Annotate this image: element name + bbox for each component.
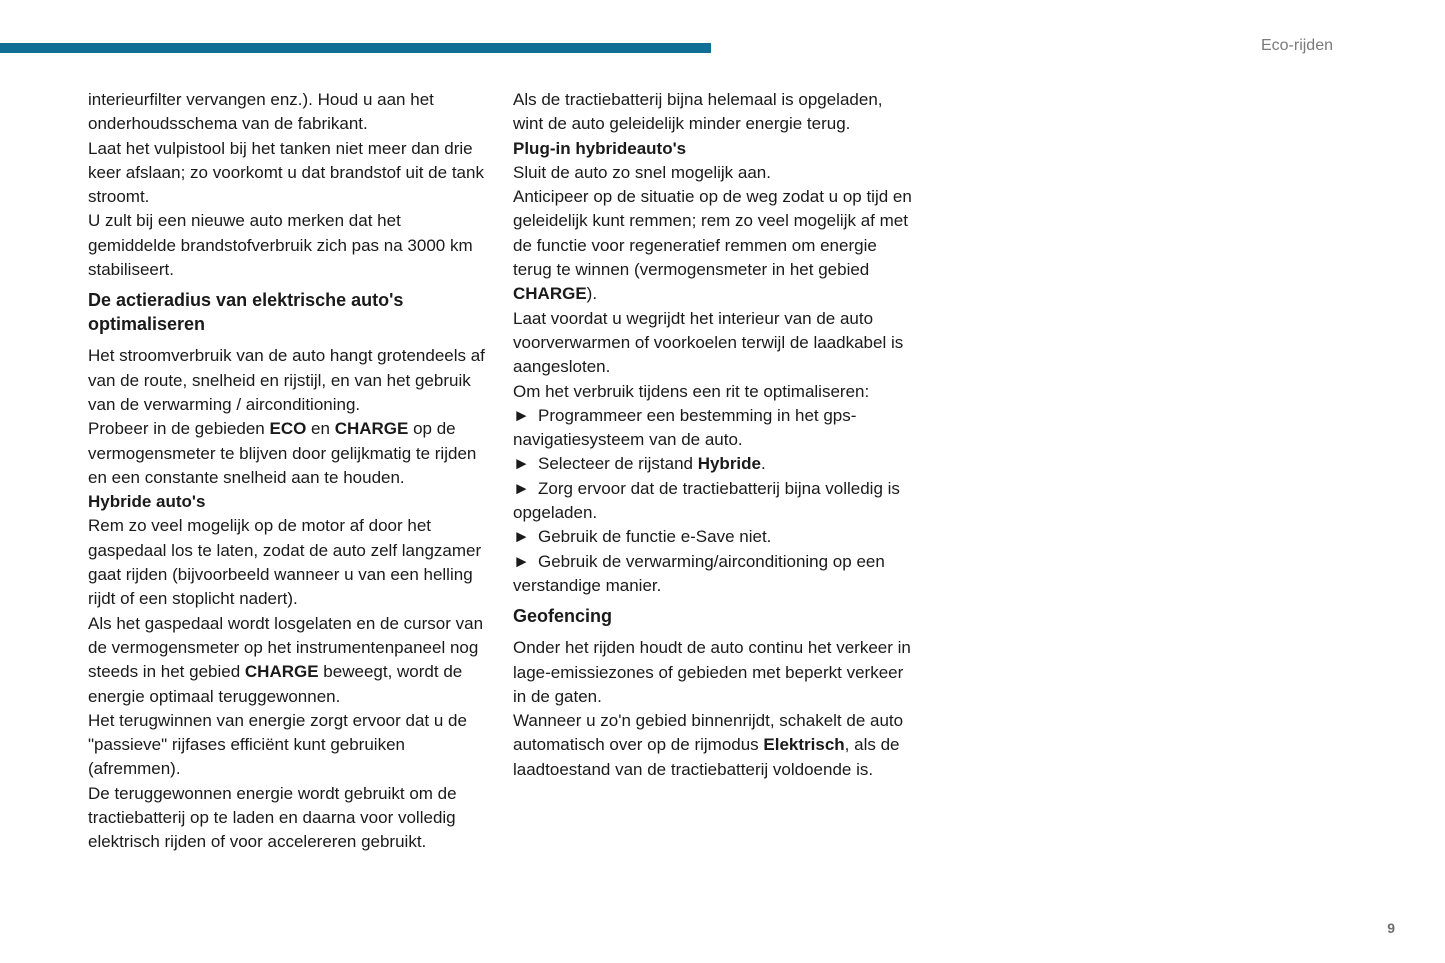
paragraph: Als de tractiebatterij bijna helemaal is opgeladen, wint de auto geleidelijk minder energie terug. bbox=[513, 90, 883, 134]
paragraph: interieurfilter vervangen enz.). Houd u aan het onderhoudsschema van de fabrikant. bbox=[88, 90, 434, 134]
subheading-hybrid: Hybride auto's bbox=[88, 492, 206, 512]
heading-geofencing: Geofencing bbox=[513, 606, 613, 627]
paragraph: Wanneer u zo'n gebied binnenrijdt, schakelt de auto automatisch over op de rijmodus Elektrisch, als de laadtoestand van de tractiebatterij voldoende is. bbox=[513, 711, 904, 779]
list-item: ► Programmeer een bestemming in het gps-navigatiesysteem van de auto. bbox=[513, 405, 857, 450]
paragraph: U zult bij een nieuwe auto merken dat het gemiddelde brandstofverbruik zich pas na 3000 km stabiliseert. bbox=[88, 211, 473, 280]
paragraph: Laat het vulpistool bij het tanken niet meer dan drie keer afslaan; zo voorkomt u dat brandstof uit de tank stroomt. bbox=[88, 138, 484, 207]
bold-hybride: Hybride bbox=[697, 454, 761, 474]
bullet-arrow-icon: ► bbox=[513, 405, 530, 425]
paragraph: Rem zo veel mogelijk op de motor af door het gaspedaal los te laten, zodat de auto zelf langzamer gaat rijden (bijvoorbeeld wanneer u van een helling rijdt of een stoplicht nadert). bbox=[88, 516, 482, 609]
paragraph: Als het gaspedaal wordt losgelaten en de cursor van de vermogensmeter op het instrumentenpaneel nog steeds in het gebied CHARGE beweegt, wordt de energie optimaal teruggewonnen. bbox=[88, 613, 484, 706]
left-column bbox=[88, 88, 488, 855]
header-accent-bar bbox=[0, 43, 711, 53]
heading-ev-range: De actieradius van elektrische auto's optimaliseren bbox=[88, 290, 404, 335]
list-item: ► Zorg ervoor dat de tractiebatterij bijna volledig is opgeladen. bbox=[513, 478, 900, 523]
subheading-plugin-hybrid: Plug-in hybrideauto's bbox=[513, 138, 687, 158]
list-item: ► Gebruik de verwarming/airconditioning op een verstandige manier. bbox=[513, 551, 885, 595]
bullet-arrow-icon: ► bbox=[513, 551, 530, 571]
bold-eco: ECO bbox=[269, 419, 307, 439]
bullet-arrow-icon: ► bbox=[513, 454, 530, 474]
bullet-arrow-icon: ► bbox=[513, 478, 530, 498]
paragraph: Sluit de auto zo snel mogelijk aan. bbox=[513, 162, 771, 182]
list-item: ► Gebruik de functie e-Save niet. bbox=[513, 525, 913, 549]
bold-elektrisch: Elektrisch bbox=[763, 735, 845, 755]
bold-charge: CHARGE bbox=[244, 662, 319, 682]
paragraph: Laat voordat u wegrijdt het interieur van de auto voorverwarmen of voorkoelen terwijl de laadkabel is aangesloten. bbox=[513, 308, 904, 377]
bullet-arrow-icon: ► bbox=[513, 527, 530, 547]
paragraph: Anticipeer op de situatie op de weg zodat u op tijd en geleidelijk kunt remmen; rem zo veel mogelijk af met de functie voor regeneratief remmen om energie terug te winnen (vermogensmeter in het gebied CHARGE). bbox=[513, 187, 912, 304]
bold-charge: CHARGE bbox=[513, 284, 587, 304]
paragraph: Probeer in de gebieden ECO en CHARGE op de vermogensmeter te blijven door gelijkmatig te rijden en een constante snelheid aan te houden. bbox=[88, 419, 477, 487]
paragraph: De teruggewonnen energie wordt gebruikt om de tractiebatterij op te laden en daarna voor volledig elektrisch rijden of voor accelereren gebruikt. bbox=[88, 783, 457, 852]
bold-charge: CHARGE bbox=[334, 419, 409, 439]
paragraph: Het terugwinnen van energie zorgt ervoor dat u de "passieve" rijfases efficiënt kunt gebruiken (afremmen). bbox=[88, 710, 467, 779]
paragraph: Om het verbruik tijdens een rit te optimaliseren: bbox=[513, 381, 870, 401]
page-number: 9 bbox=[1387, 920, 1395, 936]
list-item: ► Selecteer de rijstand Hybride. bbox=[513, 452, 913, 476]
right-column bbox=[513, 88, 913, 782]
section-title: Eco-rijden bbox=[1260, 37, 1333, 54]
paragraph: Onder het rijden houdt de auto continu het verkeer in lage-emissiezones of gebieden met beperkt verkeer in de gaten. bbox=[513, 638, 911, 706]
paragraph: Het stroomverbruik van de auto hangt grotendeels af van de route, snelheid en rijstijl, en van het gebruik van de verwarming / airconditioning. bbox=[88, 346, 485, 414]
